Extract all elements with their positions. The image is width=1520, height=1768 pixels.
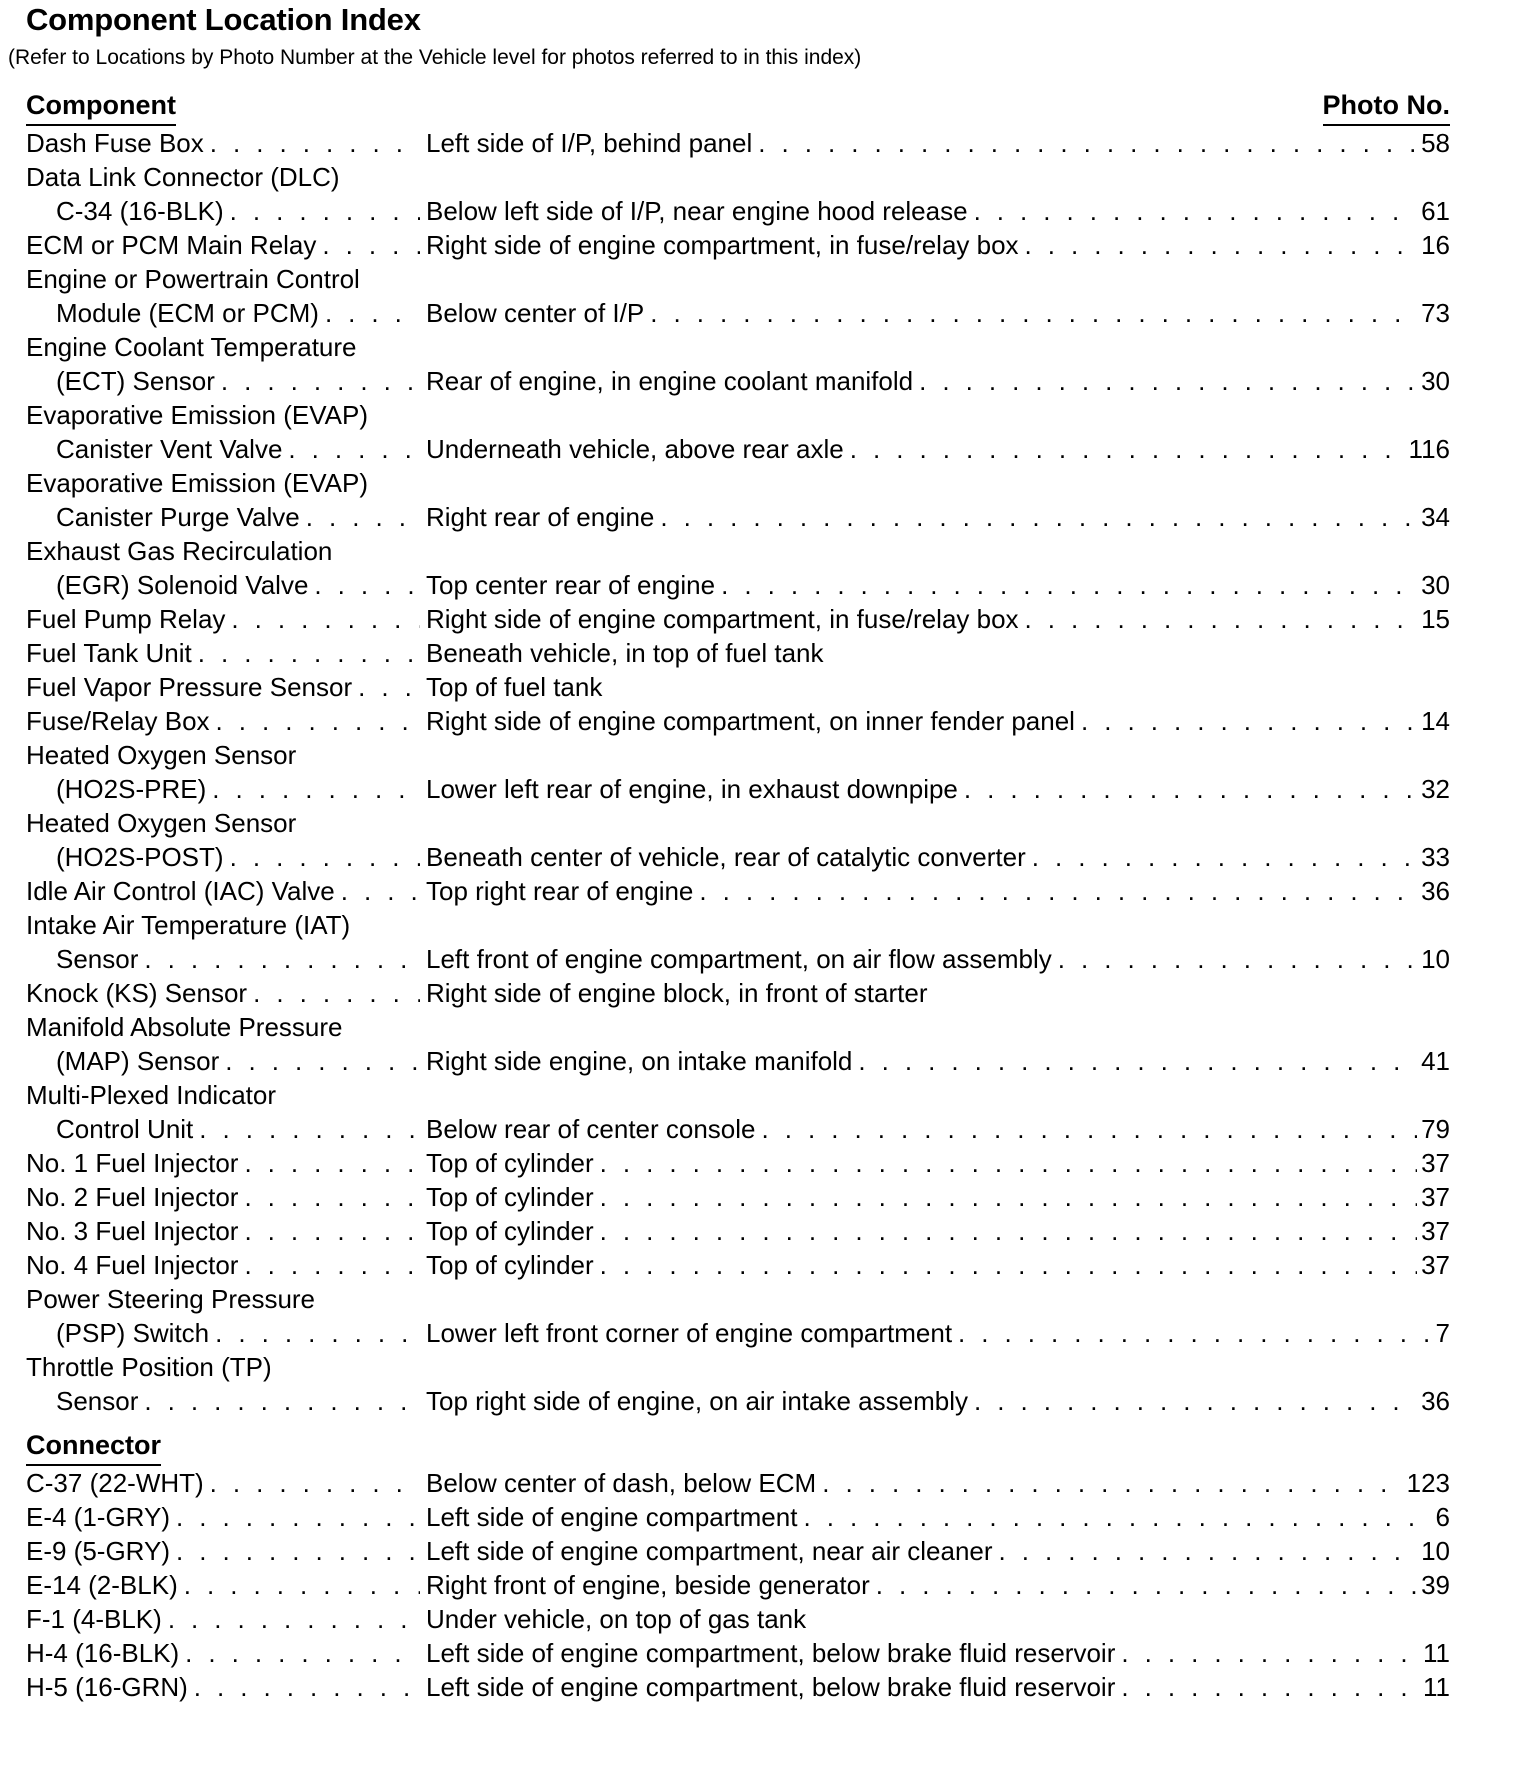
component-name-cell (26, 1078, 424, 1112)
component-name: Engine Coolant Temperature (26, 332, 357, 362)
location-text: Below center of dash, below ECM (426, 1468, 817, 1498)
leader-dots (1058, 942, 1417, 976)
location-text: Right front of engine, beside generator (426, 1570, 870, 1600)
leader-dots (762, 1112, 1418, 1146)
component-name-cell (26, 1010, 424, 1044)
component-name: No. 3 Fuel Injector (26, 1216, 239, 1246)
photo-number: 41 (1421, 1046, 1450, 1076)
location-text: Top of fuel tank (426, 672, 603, 702)
leader-dots (822, 1466, 1402, 1500)
leader-dots (600, 1214, 1417, 1248)
page-subtitle: (Refer to Locations by Photo Number at the Vehicle level for photos referred to in this index) (8, 46, 862, 69)
component-name-cell (26, 160, 424, 194)
location-text: Rear of engine, in engine coolant manifold (426, 366, 914, 396)
leader-dots (231, 602, 420, 636)
location-cell (426, 942, 1450, 976)
component-name-cell (26, 874, 424, 908)
photo-number: 32 (1421, 774, 1450, 804)
location-cell (426, 1248, 1450, 1282)
photo-number: 14 (1421, 706, 1450, 736)
component-name: Fuel Vapor Pressure Sensor (26, 672, 353, 702)
location-cell (426, 364, 1450, 398)
leader-dots (1025, 602, 1418, 636)
component-name: Engine or Powertrain Control (26, 264, 360, 294)
photo-number: 11 (1423, 1638, 1450, 1668)
component-name-cell (26, 806, 424, 840)
component-name: Exhaust Gas Recirculation (26, 536, 333, 566)
connector-section-header: Connector (26, 1428, 161, 1466)
location-cell (426, 568, 1450, 602)
location-cell (426, 1384, 1450, 1418)
component-name-cell (26, 908, 424, 942)
component-name: Intake Air Temperature (IAT) (26, 910, 351, 940)
leader-dots (1032, 840, 1417, 874)
component-row (26, 1214, 1450, 1248)
component-row (26, 160, 1450, 194)
location-text: Beneath center of vehicle, rear of catalytic converter (426, 842, 1026, 872)
location-cell (426, 1044, 1450, 1078)
location-cell (426, 1500, 1450, 1534)
component-name-cell (26, 1636, 424, 1670)
location-cell (426, 1214, 1450, 1248)
location-cell (426, 1112, 1450, 1146)
component-name-cell (26, 1670, 424, 1704)
component-name: Evaporative Emission (EVAP) (26, 400, 368, 430)
location-text: Underneath vehicle, above rear axle (426, 434, 844, 464)
location-cell (426, 126, 1450, 160)
photo-number: 58 (1421, 128, 1450, 158)
leader-dots (325, 296, 420, 330)
component-name-cell (26, 636, 424, 670)
component-name: Canister Purge Valve (56, 502, 300, 532)
component-row (26, 330, 1450, 364)
component-name-cell (26, 1350, 424, 1384)
component-row-continuation (26, 1112, 1450, 1146)
location-text: Right side of engine compartment, in fuse/relay box (426, 230, 1019, 260)
component-name: Dash Fuse Box (26, 128, 204, 158)
component-name-cell (56, 296, 424, 330)
location-cell (426, 228, 1450, 262)
photo-number: 37 (1421, 1182, 1450, 1212)
location-cell (426, 840, 1450, 874)
component-name: Sensor (56, 944, 139, 974)
component-row (26, 1010, 1450, 1044)
location-cell (426, 1636, 1450, 1670)
leader-dots (1025, 228, 1418, 262)
component-name-cell (26, 330, 424, 364)
component-name: ECM or PCM Main Relay (26, 230, 317, 260)
component-row (26, 534, 1450, 568)
leader-dots (699, 874, 1417, 908)
location-text: Left side of engine compartment, below brake fluid reservoir (426, 1672, 1116, 1702)
location-cell (426, 704, 1450, 738)
location-cell (426, 1180, 1450, 1214)
component-row (26, 874, 1450, 908)
component-row (26, 126, 1450, 160)
component-name-cell (26, 398, 424, 432)
component-name-cell (56, 432, 424, 466)
location-text: Lower left front corner of engine compartment (426, 1318, 953, 1348)
leader-dots (919, 364, 1417, 398)
leader-dots (803, 1500, 1431, 1534)
leader-dots (168, 1602, 420, 1636)
leader-dots (199, 1112, 420, 1146)
leader-dots (322, 228, 420, 262)
leader-dots (650, 296, 1417, 330)
component-name: E-9 (5-GRY) (26, 1536, 170, 1566)
leader-dots (184, 1568, 420, 1602)
photo-number: 11 (1423, 1672, 1450, 1702)
leader-dots (185, 1636, 420, 1670)
location-text: Right side of engine block, in front of starter (426, 978, 928, 1008)
leader-dots (1121, 1670, 1419, 1704)
photo-number: 16 (1421, 230, 1450, 260)
component-name-cell (56, 840, 424, 874)
location-cell (426, 1316, 1450, 1350)
component-row (26, 1350, 1450, 1384)
leader-dots (244, 1180, 420, 1214)
component-row (26, 976, 1450, 1010)
location-text: Lower left rear of engine, in exhaust downpipe (426, 774, 958, 804)
leader-dots (244, 1146, 420, 1180)
component-row-continuation (26, 432, 1450, 466)
photo-number: 116 (1408, 434, 1450, 464)
component-name: Control Unit (56, 1114, 194, 1144)
location-text: Top of cylinder (426, 1216, 594, 1246)
leader-dots (850, 432, 1405, 466)
leader-dots (876, 1568, 1417, 1602)
leader-dots (230, 194, 420, 228)
component-name-cell (26, 1146, 424, 1180)
component-row (26, 806, 1450, 840)
component-row (26, 1282, 1450, 1316)
component-name-cell (26, 1500, 424, 1534)
component-name: H-5 (16-GRN) (26, 1672, 188, 1702)
leader-dots (721, 568, 1417, 602)
leader-dots (288, 432, 420, 466)
component-name-cell (26, 228, 424, 262)
leader-dots (1081, 704, 1417, 738)
location-text: Right side engine, on intake manifold (426, 1046, 853, 1076)
leader-dots (964, 772, 1417, 806)
location-cell (426, 1146, 1450, 1180)
component-name-cell (26, 1180, 424, 1214)
component-name-cell (26, 704, 424, 738)
location-cell (426, 636, 1450, 670)
component-name: (HO2S-POST) (56, 842, 224, 872)
photo-number: 36 (1421, 876, 1450, 906)
component-name: Fuse/Relay Box (26, 706, 210, 736)
photo-number: 34 (1421, 502, 1450, 532)
leader-dots (341, 874, 420, 908)
component-name-cell (56, 942, 424, 976)
location-text: Right rear of engine (426, 502, 655, 532)
component-row (26, 704, 1450, 738)
component-row (26, 466, 1450, 500)
location-text: Top of cylinder (426, 1148, 594, 1178)
leader-dots (176, 1500, 420, 1534)
location-text: Top right side of engine, on air intake assembly (426, 1386, 968, 1416)
component-name: Power Steering Pressure (26, 1284, 316, 1314)
component-name: Knock (KS) Sensor (26, 978, 248, 1008)
photo-number: 79 (1421, 1114, 1450, 1144)
component-name-cell (56, 1044, 424, 1078)
location-text: Below left side of I/P, near engine hood release (426, 196, 968, 226)
location-text: Left front of engine compartment, on air flow assembly (426, 944, 1052, 974)
component-name-cell (56, 500, 424, 534)
component-name-cell (26, 1248, 424, 1282)
photo-number: 6 (1435, 1502, 1450, 1532)
leader-dots (212, 772, 420, 806)
component-name: Multi-Plexed Indicator (26, 1080, 276, 1110)
leader-dots (999, 1534, 1418, 1568)
component-row (26, 636, 1450, 670)
component-name: F-1 (4-BLK) (26, 1604, 162, 1634)
component-row-continuation (26, 942, 1450, 976)
photo-number-column-header: Photo No. (1323, 88, 1450, 126)
component-name: Canister Vent Valve (56, 434, 283, 464)
component-row-continuation (26, 194, 1450, 228)
component-row-continuation (26, 840, 1450, 874)
component-name: Heated Oxygen Sensor (26, 808, 297, 838)
component-name-cell (56, 1316, 424, 1350)
component-name: No. 2 Fuel Injector (26, 1182, 239, 1212)
location-text: Top of cylinder (426, 1182, 594, 1212)
leader-dots (958, 1316, 1431, 1350)
connector-row (26, 1602, 1450, 1636)
location-text: Right side of engine compartment, in fuse/relay box (426, 604, 1019, 634)
leader-dots (244, 1248, 420, 1282)
component-name-cell (26, 1282, 424, 1316)
page-title: Component Location Index (26, 2, 421, 37)
connector-row (26, 1670, 1450, 1704)
component-row (26, 908, 1450, 942)
component-name-cell (26, 126, 424, 160)
photo-number: 15 (1421, 604, 1450, 634)
connector-row (26, 1500, 1450, 1534)
component-name: Evaporative Emission (EVAP) (26, 468, 368, 498)
location-cell (426, 874, 1450, 908)
component-name: Data Link Connector (DLC) (26, 162, 340, 192)
component-row-continuation (26, 500, 1450, 534)
leader-dots (221, 364, 420, 398)
component-name: No. 1 Fuel Injector (26, 1148, 239, 1178)
component-name-cell (26, 1568, 424, 1602)
location-cell (426, 1670, 1450, 1704)
location-text: Left side of engine compartment (426, 1502, 798, 1532)
component-name: No. 4 Fuel Injector (26, 1250, 239, 1280)
location-text: Right side of engine compartment, on inner fender panel (426, 706, 1075, 736)
component-name-cell (26, 262, 424, 296)
leader-dots (758, 126, 1417, 160)
location-cell (426, 194, 1450, 228)
leader-dots (194, 1670, 420, 1704)
photo-number: 61 (1421, 196, 1450, 226)
component-row (26, 398, 1450, 432)
connector-row (26, 1568, 1450, 1602)
component-row (26, 1078, 1450, 1112)
location-text: Left side of engine compartment, near air cleaner (426, 1536, 993, 1566)
leader-dots (600, 1180, 1417, 1214)
location-cell (426, 1602, 1450, 1636)
location-text: Below center of I/P (426, 298, 645, 328)
photo-number: 7 (1435, 1318, 1450, 1348)
leader-dots (600, 1248, 1417, 1282)
location-cell (426, 296, 1450, 330)
component-name: E-14 (2-BLK) (26, 1570, 178, 1600)
component-name-cell (56, 772, 424, 806)
location-text: Beneath vehicle, in top of fuel tank (426, 638, 824, 668)
connector-row (26, 1636, 1450, 1670)
component-name: (HO2S-PRE) (56, 774, 207, 804)
leader-dots (306, 500, 420, 534)
leader-dots (230, 840, 420, 874)
photo-number: 37 (1421, 1250, 1450, 1280)
leader-dots (858, 1044, 1417, 1078)
photo-number: 37 (1421, 1216, 1450, 1246)
connector-row (26, 1534, 1450, 1568)
component-name-cell (26, 466, 424, 500)
component-name: (PSP) Switch (56, 1318, 210, 1348)
component-name-cell (26, 1602, 424, 1636)
component-name-cell (56, 194, 424, 228)
component-name-cell (56, 568, 424, 602)
component-name: E-4 (1-GRY) (26, 1502, 170, 1532)
component-name: Fuel Tank Unit (26, 638, 192, 668)
component-name-cell (26, 534, 424, 568)
leader-dots (1121, 1636, 1419, 1670)
leader-dots (144, 1384, 420, 1418)
component-name-cell (26, 1534, 424, 1568)
component-name: Manifold Absolute Pressure (26, 1012, 343, 1042)
component-row-continuation (26, 772, 1450, 806)
leader-dots (314, 568, 420, 602)
location-cell (426, 500, 1450, 534)
location-text: Top right rear of engine (426, 876, 694, 906)
photo-number: 10 (1421, 1536, 1450, 1566)
component-name: (MAP) Sensor (56, 1046, 220, 1076)
component-name: (ECT) Sensor (56, 366, 215, 396)
component-name-cell (56, 1112, 424, 1146)
photo-number: 30 (1421, 570, 1450, 600)
component-name-cell (26, 1214, 424, 1248)
leader-dots (358, 670, 420, 704)
leader-dots (974, 194, 1418, 228)
leader-dots (198, 636, 420, 670)
location-cell (426, 432, 1450, 466)
photo-number: 36 (1421, 1386, 1450, 1416)
component-index-table (26, 126, 1450, 1418)
location-cell (426, 1534, 1450, 1568)
component-name: H-4 (16-BLK) (26, 1638, 180, 1668)
component-name-cell (56, 1384, 424, 1418)
location-text: Top center rear of engine (426, 570, 716, 600)
component-name: Idle Air Control (IAC) Valve (26, 876, 335, 906)
component-row-continuation (26, 568, 1450, 602)
leader-dots (210, 126, 420, 160)
photo-number: 33 (1421, 842, 1450, 872)
location-cell (426, 1568, 1450, 1602)
leader-dots (244, 1214, 420, 1248)
location-cell (426, 772, 1450, 806)
location-text: Left side of I/P, behind panel (426, 128, 753, 158)
component-name: Heated Oxygen Sensor (26, 740, 297, 770)
location-text: Under vehicle, on top of gas tank (426, 1604, 807, 1634)
location-text: Top of cylinder (426, 1250, 594, 1280)
photo-number: 37 (1421, 1148, 1450, 1178)
leader-dots (253, 976, 420, 1010)
component-row (26, 1180, 1450, 1214)
component-name-cell (26, 602, 424, 636)
location-cell (426, 1466, 1450, 1500)
component-row (26, 262, 1450, 296)
component-name-cell (26, 976, 424, 1010)
component-row-continuation (26, 364, 1450, 398)
component-row (26, 1146, 1450, 1180)
component-row (26, 1248, 1450, 1282)
component-row-continuation (26, 1316, 1450, 1350)
leader-dots (176, 1534, 420, 1568)
component-column-header: Component (26, 88, 176, 126)
location-cell (426, 976, 1450, 1010)
component-name: C-37 (22-WHT) (26, 1468, 204, 1498)
leader-dots (600, 1146, 1417, 1180)
component-row (26, 738, 1450, 772)
leader-dots (216, 704, 420, 738)
leader-dots (225, 1044, 420, 1078)
photo-number: 10 (1421, 944, 1450, 974)
photo-number: 30 (1421, 366, 1450, 396)
photo-number: 123 (1406, 1468, 1450, 1498)
photo-number: 39 (1421, 1570, 1450, 1600)
component-row (26, 602, 1450, 636)
location-cell (426, 670, 1450, 704)
component-name-cell (56, 364, 424, 398)
leader-dots (210, 1466, 420, 1500)
component-name: (EGR) Solenoid Valve (56, 570, 309, 600)
leader-dots (144, 942, 420, 976)
leader-dots (974, 1384, 1417, 1418)
component-row (26, 670, 1450, 704)
component-row-continuation (26, 296, 1450, 330)
component-name: Module (ECM or PCM) (56, 298, 319, 328)
location-text: Below rear of center console (426, 1114, 756, 1144)
component-name: Sensor (56, 1386, 139, 1416)
component-row-continuation (26, 1044, 1450, 1078)
photo-number: 73 (1421, 298, 1450, 328)
component-name: C-34 (16-BLK) (56, 196, 224, 226)
component-name-cell (26, 738, 424, 772)
component-row-continuation (26, 1384, 1450, 1418)
component-name-cell (26, 1466, 424, 1500)
leader-dots (660, 500, 1417, 534)
connector-index-table (26, 1466, 1450, 1704)
component-name-cell (26, 670, 424, 704)
location-text: Left side of engine compartment, below brake fluid reservoir (426, 1638, 1116, 1668)
component-name: Throttle Position (TP) (26, 1352, 272, 1382)
leader-dots (215, 1316, 420, 1350)
location-cell (426, 602, 1450, 636)
component-name: Fuel Pump Relay (26, 604, 226, 634)
component-row (26, 228, 1450, 262)
connector-row (26, 1466, 1450, 1500)
